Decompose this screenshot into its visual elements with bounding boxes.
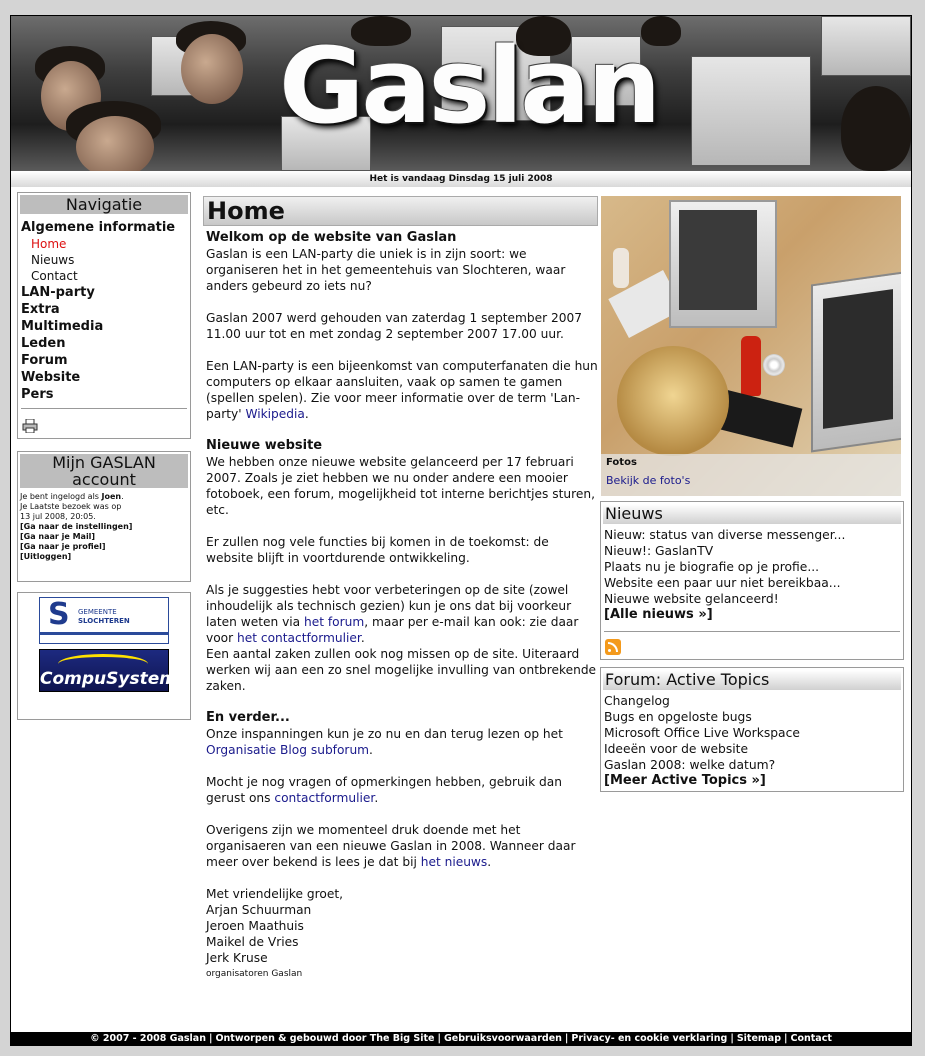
contactform-link[interactable]: contactformulier	[274, 791, 375, 805]
account-box	[17, 451, 191, 582]
questions-paragraph	[206, 774, 598, 806]
nav-item-website[interactable]: Website	[21, 370, 81, 385]
questions-text: Mocht je nog vragen of opmerkingen hebben, gebruik dan gerust ons	[206, 775, 562, 805]
nav-item-algemene-informatie[interactable]: Algemene informatie	[21, 220, 176, 235]
suggestions-paragraph	[206, 582, 598, 694]
new-website-paragraph: We hebben onze nieuwe website gelanceerd per 17 februari 2007. Zoals je ziet hebben we nu onder andere een mooier fotoboek, een forum, mogelijkheid tot interne berichtjes sturen, etc.	[206, 455, 595, 517]
news-divider	[604, 631, 900, 632]
nav-item-forum[interactable]: Forum	[21, 353, 68, 368]
banner-person	[841, 86, 911, 171]
profile-link[interactable]: [Ga naar je profiel]	[20, 542, 106, 551]
last-visit-label: Je Laatste bezoek was op	[20, 502, 122, 511]
username: Joen	[101, 492, 122, 501]
signer-name: Arjan Schuurman	[206, 903, 312, 917]
banner-monitor	[691, 56, 811, 166]
footer-privacy-link[interactable]: Privacy- en cookie verklaring	[571, 1033, 728, 1044]
account-info	[18, 490, 190, 564]
news-list	[601, 526, 903, 624]
slochteren-logo-icon: S	[48, 597, 70, 632]
forum-topic[interactable]: Ideeën voor de website	[604, 742, 749, 756]
forum-box	[600, 667, 904, 792]
signature-role: organisatoren Gaslan	[206, 969, 303, 979]
site-logo[interactable]: Gaslan	[279, 25, 659, 147]
nav-item-pers[interactable]: Pers	[21, 387, 54, 402]
missing-features-text: Een aantal zaken zullen ook nog missen op de site. Uiteraard werken wij aan een zo snel mogelijke invulling van ontbrekende zaken.	[206, 647, 597, 693]
forum-list	[601, 692, 903, 790]
nav-item-home[interactable]: Home	[31, 237, 67, 251]
nav-item-multimedia[interactable]: Multimedia	[21, 319, 104, 334]
suggestions-text-3: .	[360, 631, 365, 645]
news-item[interactable]: Plaats nu je biografie op je profie...	[604, 560, 820, 574]
navigation-box	[17, 192, 191, 439]
sponsor-slochteren[interactable]	[39, 597, 169, 644]
sponsors-box	[17, 592, 191, 720]
gaslan-2008-paragraph	[206, 822, 598, 870]
news-item[interactable]: Nieuw!: GaslanTV	[604, 544, 714, 558]
dates-paragraph: Gaslan 2007 werd gehouden van zaterdag 1 september 2007 11.00 uur tot en met zondag 2 september 2007 17.00 uur.	[206, 311, 582, 341]
nav-item-nieuws[interactable]: Nieuws	[31, 253, 75, 267]
account-title: Mijn GASLAN account	[20, 454, 188, 488]
gaslan-2008-text: Overigens zijn we momenteel druk doende met het organisaeren van een nieuwe Gaslan in 2008. Wanneer daar meer over bekend is lees je dat bij	[206, 823, 576, 869]
photo-person	[617, 346, 729, 456]
signer-name: Jeroen Maathuis	[206, 919, 304, 933]
navigation-title: Navigatie	[20, 195, 188, 214]
questions-text-end: .	[374, 791, 379, 805]
printer-icon[interactable]	[22, 419, 38, 433]
all-news-link[interactable]: [Alle nieuws »]	[604, 607, 713, 622]
nav-item-leden[interactable]: Leden	[21, 336, 66, 351]
sponsor-slochteren-line2: SLOCHTEREN	[78, 617, 130, 625]
development-paragraph: Er zullen nog vele functies bij komen in de toekomst: de website blijft in voortdurende ontwikkeling.	[206, 535, 549, 565]
organisation-blog-link[interactable]: Organisatie Blog subforum	[206, 743, 370, 757]
last-visit-date: 13 jul 2008, 20:05.	[20, 512, 96, 521]
nav-divider	[21, 408, 187, 409]
banner-monitor	[821, 16, 911, 76]
signer-name: Jerk Kruse	[206, 951, 268, 965]
banner-person	[181, 34, 243, 104]
welcome-heading: Welkom op de website van Gaslan	[206, 230, 457, 245]
footer-terms-link[interactable]: Gebruiksvoorwaarden	[443, 1033, 562, 1044]
photo-bottle-water	[613, 248, 629, 288]
header-banner	[11, 16, 911, 171]
photo-caption	[601, 454, 901, 496]
photo-cd	[763, 354, 785, 376]
footer-credit-link[interactable]: Ontworpen & gebouwd door The Big Site	[215, 1033, 435, 1044]
new-website-heading: Nieuwe website	[206, 438, 323, 453]
nav-item-contact[interactable]: Contact	[31, 269, 78, 283]
news-item[interactable]: Nieuwe website gelanceerd!	[604, 592, 779, 606]
footer-sitemap-link[interactable]: Sitemap	[736, 1033, 782, 1044]
wikipedia-link[interactable]: Wikipedia	[245, 407, 305, 421]
main-content	[203, 196, 598, 982]
settings-link[interactable]: [Ga naar de instellingen]	[20, 522, 133, 531]
view-photos-link[interactable]: Bekijk de foto's	[606, 474, 691, 487]
lan-party-paragraph	[206, 358, 598, 422]
suggestions-text-2: , maar per e-mail kan ook: zie daar voor	[206, 615, 579, 645]
contact-form-link[interactable]: het contactformulier	[237, 631, 361, 645]
banner-person	[76, 116, 154, 171]
blog-text-end: .	[369, 743, 373, 757]
page-title: Home	[203, 196, 598, 226]
photo-box[interactable]	[601, 196, 901, 496]
sponsor-slochteren-line1: GEMEENTE	[78, 608, 117, 616]
blog-paragraph	[206, 726, 598, 758]
footer: © 2007 - 2008 Gaslan | Ontworpen & gebouwd door The Big Site | Gebruiksvoorwaarden | Privacy- en cookie verklaring | Sitemap | Contact	[11, 1032, 911, 1045]
news-item[interactable]: Nieuw: status van diverse messenger...	[604, 528, 846, 542]
page-frame	[10, 15, 912, 1046]
sponsor-compusystems[interactable]	[39, 649, 188, 692]
further-heading: En verder...	[206, 710, 290, 725]
logout-link[interactable]: [Uitloggen]	[20, 552, 72, 561]
login-text: Je bent ingelogd als	[20, 492, 102, 501]
forum-topic[interactable]: Gaslan 2008: welke datum?	[604, 758, 776, 772]
sponsor-slochteren-bar	[40, 632, 168, 635]
footer-contact-link[interactable]: Contact	[790, 1033, 832, 1044]
photo-screen	[823, 289, 893, 429]
login-text-end: .	[121, 492, 124, 501]
login-status	[20, 492, 188, 502]
news-link[interactable]: het nieuws	[420, 855, 488, 869]
date-bar: Het is vandaag Dinsdag 15 juli 2008	[11, 171, 911, 187]
closing-greeting: Met vriendelijke groet,	[206, 887, 343, 901]
footer-copyright: © 2007 - 2008 Gaslan	[90, 1033, 206, 1044]
rss-icon[interactable]	[605, 639, 621, 655]
forum-title: Forum: Active Topics	[603, 670, 901, 690]
sponsor-compusystems-name: CompuSystems	[40, 669, 188, 689]
nav-item-lan-party[interactable]: LAN-party	[21, 285, 95, 300]
nav-item-extra[interactable]: Extra	[21, 302, 60, 317]
news-item[interactable]: Website een paar uur niet bereikbaa...	[604, 576, 841, 590]
forum-topic[interactable]: Changelog	[604, 694, 670, 708]
signer-name: Maikel de Vries	[206, 935, 299, 949]
photo-screen	[679, 210, 757, 310]
intro-paragraph: Gaslan is een LAN-party die uniek is in zijn soort: we organiseren het in het gemeentehuis van Slochteren, waar anders gebeurd zo iets nu?	[206, 247, 566, 293]
forum-topic[interactable]: Bugs en opgeloste bugs	[604, 710, 752, 724]
more-topics-link[interactable]: [Meer Active Topics »]	[604, 773, 766, 788]
forum-link[interactable]: het forum	[304, 615, 365, 629]
mail-link[interactable]: [Ga naar je Mail]	[20, 532, 96, 541]
gaslan-2008-text-end: .	[487, 855, 492, 869]
navigation-list	[18, 216, 190, 403]
photo-bottle-cola	[741, 336, 761, 396]
lan-party-text: Een LAN-party is een bijeenkomst van computerfanaten die hun computers op elkaar aansluiten, vaak op samen te gamen (spellen spelen). Zie voor meer informatie over de term 'Lan-party'	[206, 359, 598, 421]
suggestions-text: Als je suggesties hebt voor verbeteringen op de site (zowel inhoudelijk als technisch gezien) kun je ons dat bij voorkeur laten weten via	[206, 583, 572, 629]
news-title: Nieuws	[603, 504, 901, 524]
news-box	[600, 501, 904, 660]
photo-caption-title: Fotos	[606, 457, 637, 468]
blog-text: Onze inspanningen kun je zo nu en dan terug lezen op het	[206, 727, 563, 741]
lan-party-text-end: .	[304, 407, 309, 421]
forum-topic[interactable]: Microsoft Office Live Workspace	[604, 726, 800, 740]
